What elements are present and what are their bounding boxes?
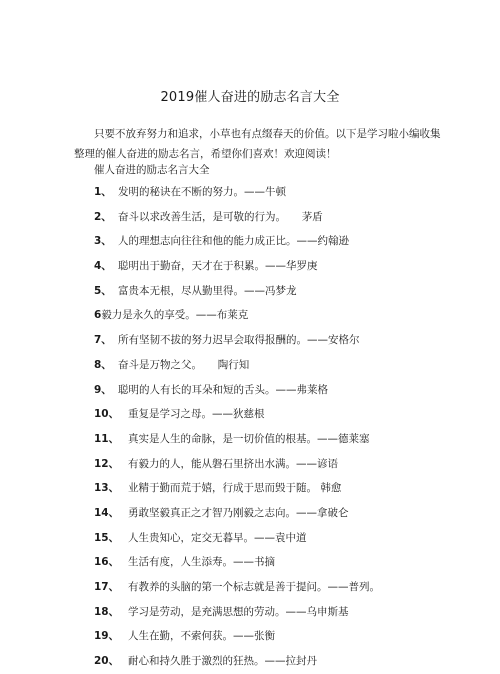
quote-text: 有毅力的人，能从磐石里挤出水满。——谚语 xyxy=(128,457,338,470)
quote-item xyxy=(94,624,380,649)
quote-number: 10、 xyxy=(94,408,120,421)
quote-text: 聪明的人有长的耳朵和短的舌头。——弗莱格 xyxy=(118,383,328,396)
quote-text: 聪明出于勤奋，天才在于积累。——华罗庚 xyxy=(118,260,318,273)
quote-number: 8、 xyxy=(94,358,112,371)
intro-line-2: 整理的催人奋进的励志名言，希望你们喜欢！欢迎阅读！ xyxy=(74,148,337,160)
document-title: 2019催人奋进的励志名言大全 xyxy=(160,90,340,105)
quote-number: 12、 xyxy=(94,457,120,470)
quote-item xyxy=(94,452,380,477)
quote-text: 所有坚韧不拔的努力迟早会取得报酬的。——安格尔 xyxy=(118,334,360,347)
quote-number: 2、 xyxy=(94,210,112,223)
quote-item xyxy=(94,303,380,328)
quote-item xyxy=(94,378,380,403)
quote-number: 6 xyxy=(94,309,102,322)
quote-number: 1、 xyxy=(94,186,112,198)
quote-text: 真实是人生的命脉，是一切价值的根基。——德莱塞 xyxy=(128,432,370,445)
quote-item xyxy=(94,205,380,230)
quote-text: 耐心和持久胜于激烈的狂热。——拉封丹 xyxy=(128,655,317,668)
quote-number: 9、 xyxy=(94,383,112,396)
quote-item xyxy=(94,279,380,304)
quote-item xyxy=(94,649,380,674)
quote-text: 有教养的头脑的第一个标志就是善于提问。——普列。 xyxy=(128,581,380,593)
quote-text: 发明的秘诀在不断的努力。——牛顿 xyxy=(118,186,286,198)
quote-number: 14、 xyxy=(94,506,120,519)
quote-text: 勇敢坚毅真正之才智乃刚毅之志向。——拿破仑 xyxy=(128,506,349,519)
quote-number: 18、 xyxy=(94,605,120,618)
quote-number: 20、 xyxy=(94,655,120,668)
quote-item xyxy=(94,476,380,501)
quote-text: 毅力是永久的享受。——布莱克 xyxy=(101,309,249,322)
quote-number: 15、 xyxy=(94,531,120,544)
quote-item xyxy=(94,328,380,353)
quote-number: 16、 xyxy=(94,556,120,569)
quote-text: 学习是劳动，是充满思想的劳动。——乌申斯基 xyxy=(128,605,349,618)
quote-list xyxy=(94,180,380,674)
quote-text: 富贵本无根，尽从勤里得。——冯梦龙 xyxy=(118,284,297,297)
quote-number: 19、 xyxy=(94,630,120,643)
intro-paragraph xyxy=(74,124,441,164)
quote-text: 人的理想志向往往和他的能力成正比。——约翰逊 xyxy=(118,235,349,248)
quote-text: 奋斗是万物之父。 陶行知 xyxy=(118,358,250,371)
intro-line-1: 只要不放弃努力和追求，小草也有点缀春天的价值。以下是学习啦小编收集 xyxy=(94,128,441,140)
quote-text: 生活有度，人生添寿。——书摘 xyxy=(128,556,275,569)
quote-text: 人生在勤，不索何获。——张衡 xyxy=(128,630,275,643)
quote-number: 13、 xyxy=(94,482,120,495)
quote-item xyxy=(94,501,380,526)
quote-item xyxy=(94,526,380,551)
quote-item xyxy=(94,229,380,254)
quote-item xyxy=(94,254,380,279)
quote-number: 7、 xyxy=(94,334,112,347)
quote-item xyxy=(94,402,380,427)
quote-number: 11、 xyxy=(94,432,120,445)
quote-number: 3、 xyxy=(94,235,112,248)
quote-number: 5、 xyxy=(94,284,112,297)
quote-text: 人生贵知心，定交无暮早。——袁中道 xyxy=(128,531,307,544)
quote-item xyxy=(94,550,380,575)
quote-text: 重复是学习之母。——狄慈根 xyxy=(128,408,265,421)
quote-item xyxy=(94,600,380,625)
quote-number: 17、 xyxy=(94,581,120,593)
quote-text: 业精于勤而荒于嬉，行成于思而毁于随。 韩愈 xyxy=(128,482,342,495)
quote-item xyxy=(94,180,380,205)
quote-number: 4、 xyxy=(94,260,112,273)
quote-item xyxy=(94,427,380,452)
quote-item xyxy=(94,575,380,600)
quote-item xyxy=(94,353,380,378)
quote-text: 奋斗以求改善生活，是可敬的行为。 茅盾 xyxy=(118,210,323,223)
section-subheading: 催人奋进的励志名言大全 xyxy=(94,164,210,176)
